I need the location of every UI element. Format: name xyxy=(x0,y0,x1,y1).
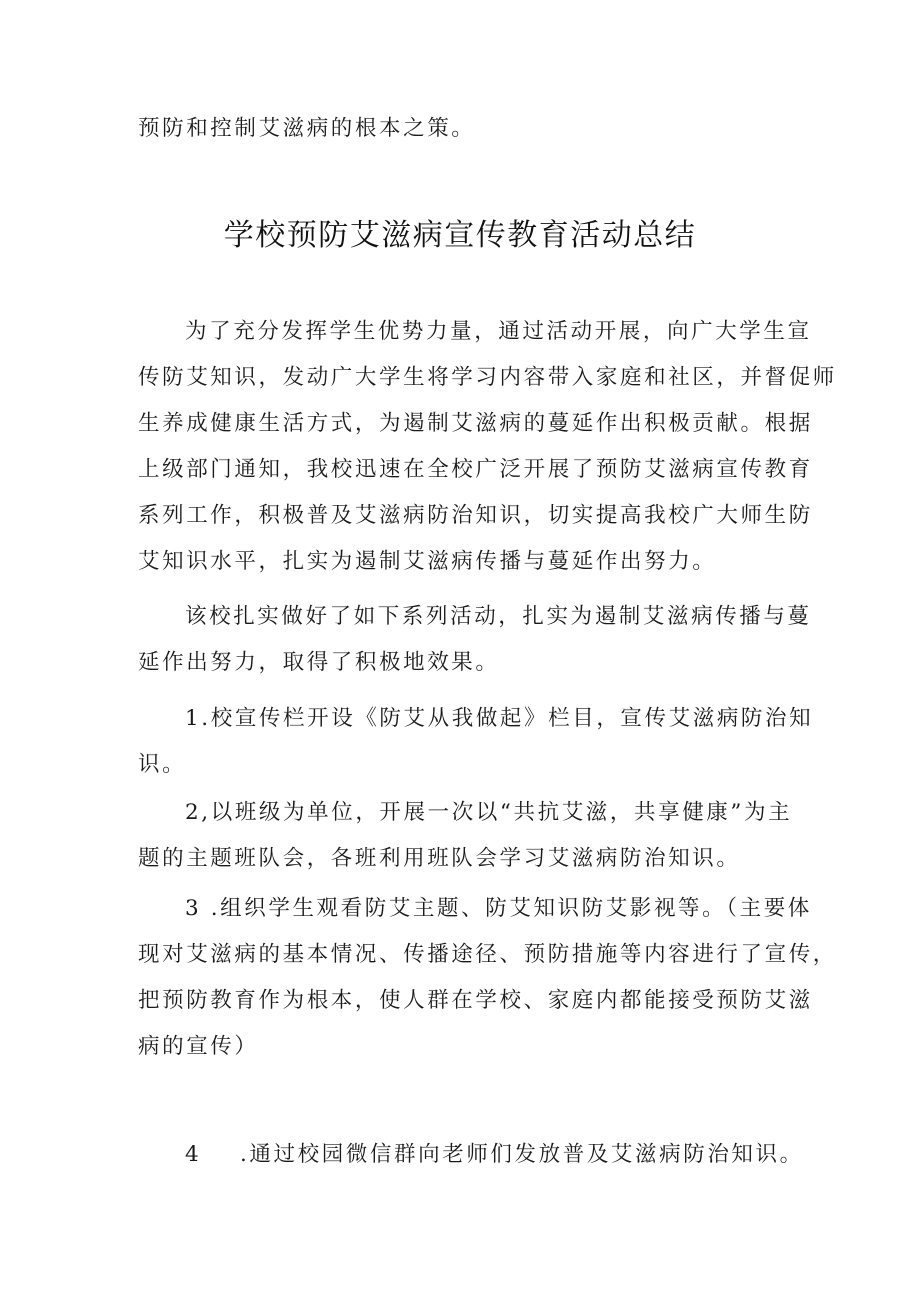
para2-line: 延作出努力，取得了积极地效果。 xyxy=(138,650,500,675)
lead-line: 预防和控制艾滋病的根本之策。 xyxy=(138,116,476,141)
page-title: 学校预防艾滋病宣传教育活动总结 xyxy=(223,218,697,253)
para1-line: 生养成健康生活方式，为遏制艾滋病的蔓延作出积极贡献。根据 xyxy=(138,411,813,436)
item1-line: 识。 xyxy=(138,752,187,777)
item3-line: 把预防教育作为根本，使人群在学校、家庭内都能接受预防艾滋 xyxy=(138,988,813,1013)
item3-line: 现对艾滋病的基本情况、传播途径、预防措施等内容进行了宣传， xyxy=(138,942,837,967)
item4-number: 4 xyxy=(185,1142,199,1167)
item3-line: 病的宣传） xyxy=(138,1034,259,1059)
para1-line: 艾知识水平，扎实为遏制艾滋病传播与蔓延作出努力。 xyxy=(138,549,717,574)
item4-text: .通过校园微信群向老师们发放普及艾滋病防治知识。 xyxy=(240,1142,804,1167)
item3-line: 3 .组织学生观看防艾主题、防艾知识防艾影视等。（主要体 xyxy=(185,896,812,921)
para1-line: 传防艾知识，发动广大学生将学习内容带入家庭和社区，并督促师 xyxy=(138,365,837,390)
item2-line: 题的主题班队会，各班利用班队会学习艾滋病防治知识。 xyxy=(138,846,741,871)
para1-line: 上级部门通知，我校迅速在全校广泛开展了预防艾滋病宣传教育 xyxy=(138,457,813,482)
item2-line: 2,以班级为单位，开展一次以“共抗艾滋，共享健康”为主 xyxy=(185,800,793,825)
para1-line: 为了充分发挥学生优势力量，通过活动开展，向广大学生宣 xyxy=(185,319,812,344)
para2-line: 该校扎实做好了如下系列活动，扎实为遏制艾滋病传播与蔓 xyxy=(185,604,812,629)
item1-line: 1.校宣传栏开设《防艾从我做起》栏目，宣传艾滋病防治知 xyxy=(185,706,814,731)
para1-line: 系列工作，积极普及艾滋病防治知识，切实提高我校广大师生防 xyxy=(138,503,813,528)
